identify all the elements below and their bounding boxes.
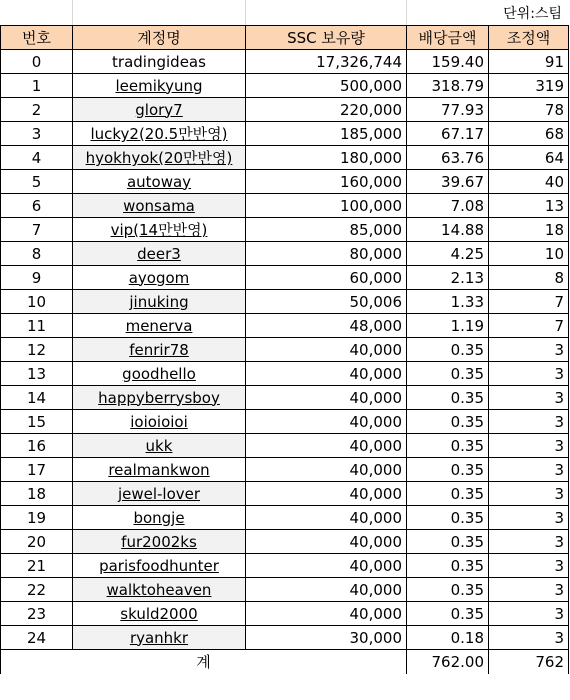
cell-ssc: 17,326,744	[246, 50, 407, 74]
account-link[interactable]: ukk	[145, 436, 173, 455]
table-row	[1, 266, 569, 290]
header-no: 번호	[1, 26, 73, 50]
cell-no: 18	[1, 482, 73, 506]
cell-ssc: 60,000	[246, 266, 407, 290]
cell-account	[73, 602, 246, 626]
cell-ssc: 40,000	[246, 458, 407, 482]
cell-adjusted: 10	[489, 242, 569, 266]
total-dividend: 762.00	[407, 650, 489, 674]
cell-ssc: 48,000	[246, 314, 407, 338]
table-row	[1, 602, 569, 626]
cell-no: 1	[1, 74, 73, 98]
cell-account	[73, 554, 246, 578]
cell-dividend: 63.76	[407, 146, 489, 170]
cell-no: 11	[1, 314, 73, 338]
cell-account	[73, 434, 246, 458]
cell-adjusted: 3	[489, 434, 569, 458]
cell-adjusted: 3	[489, 338, 569, 362]
account-link[interactable]: leemikyung	[115, 76, 203, 95]
cell-account	[73, 506, 246, 530]
cell-dividend: 0.35	[407, 458, 489, 482]
account-link[interactable]: deer3	[137, 244, 181, 263]
cell-dividend: 77.93	[407, 98, 489, 122]
cell-dividend: 39.67	[407, 170, 489, 194]
cell-dividend: 0.35	[407, 554, 489, 578]
cell-account	[73, 170, 246, 194]
cell-ssc: 180,000	[246, 146, 407, 170]
cell-adjusted: 7	[489, 290, 569, 314]
account-link[interactable]: parisfoodhunter	[99, 556, 219, 575]
account-link[interactable]: autoway	[126, 172, 192, 191]
cell-ssc: 40,000	[246, 434, 407, 458]
cell-no: 8	[1, 242, 73, 266]
cell-dividend: 0.35	[407, 410, 489, 434]
cell-dividend: 159.40	[407, 50, 489, 74]
cell-account	[73, 482, 246, 506]
account-link[interactable]: happyberrysboy	[98, 388, 220, 407]
cell-ssc: 40,000	[246, 506, 407, 530]
header-account: 계정명	[73, 26, 246, 50]
cell-dividend: 318.79	[407, 74, 489, 98]
cell-ssc: 40,000	[246, 578, 407, 602]
table-row	[1, 362, 569, 386]
table-row	[1, 314, 569, 338]
account-link[interactable]: goodhello	[122, 364, 196, 383]
cell-adjusted: 3	[489, 482, 569, 506]
cell-no: 15	[1, 410, 73, 434]
cell-adjusted: 3	[489, 530, 569, 554]
cell-adjusted: 3	[489, 458, 569, 482]
gridline	[245, 0, 246, 25]
cell-no: 16	[1, 434, 73, 458]
cell-no: 2	[1, 98, 73, 122]
cell-no: 22	[1, 578, 73, 602]
cell-ssc: 80,000	[246, 242, 407, 266]
cell-account	[73, 266, 246, 290]
table-row	[1, 50, 569, 74]
cell-no: 13	[1, 362, 73, 386]
cell-no: 3	[1, 122, 73, 146]
cell-dividend: 0.35	[407, 482, 489, 506]
header-dividend: 배당금액	[407, 26, 489, 50]
cell-ssc: 40,000	[246, 410, 407, 434]
cell-ssc: 40,000	[246, 386, 407, 410]
cell-dividend: 0.35	[407, 434, 489, 458]
cell-account	[73, 218, 246, 242]
table-row	[1, 74, 569, 98]
cell-account	[73, 98, 246, 122]
total-row	[1, 650, 569, 674]
cell-adjusted: 3	[489, 506, 569, 530]
cell-ssc: 40,000	[246, 530, 407, 554]
cell-adjusted: 3	[489, 386, 569, 410]
table-row	[1, 98, 569, 122]
cell-adjusted: 3	[489, 362, 569, 386]
account-link[interactable]: ioioioioi	[130, 412, 188, 431]
gridline	[406, 0, 407, 25]
cell-dividend: 67.17	[407, 122, 489, 146]
cell-account	[73, 242, 246, 266]
account-link[interactable]: realmankwon	[108, 460, 210, 479]
cell-account	[73, 74, 246, 98]
cell-dividend: 2.13	[407, 266, 489, 290]
cell-account	[73, 578, 246, 602]
cell-no: 17	[1, 458, 73, 482]
table-row	[1, 218, 569, 242]
cell-account	[73, 338, 246, 362]
table-row	[1, 338, 569, 362]
cell-ssc: 220,000	[246, 98, 407, 122]
account-link[interactable]: vip(14만반영)	[110, 221, 208, 239]
cell-dividend: 1.19	[407, 314, 489, 338]
table-row	[1, 194, 569, 218]
cell-no: 24	[1, 626, 73, 650]
cell-ssc: 185,000	[246, 122, 407, 146]
cell-adjusted: 8	[489, 266, 569, 290]
cell-dividend: 1.33	[407, 290, 489, 314]
cell-account	[73, 122, 246, 146]
account-link[interactable]: hyokhyok(20만반영)	[85, 149, 233, 167]
cell-no: 21	[1, 554, 73, 578]
cell-adjusted: 319	[489, 74, 569, 98]
cell-dividend: 14.88	[407, 218, 489, 242]
cell-ssc: 100,000	[246, 194, 407, 218]
cell-account	[73, 458, 246, 482]
cell-dividend: 0.18	[407, 626, 489, 650]
cell-adjusted: 7	[489, 314, 569, 338]
cell-dividend: 0.35	[407, 386, 489, 410]
cell-no: 12	[1, 338, 73, 362]
cell-no: 14	[1, 386, 73, 410]
unit-row	[0, 0, 570, 25]
account-link[interactable]: walktoheaven	[106, 580, 212, 599]
table-row	[1, 578, 569, 602]
cell-no: 23	[1, 602, 73, 626]
cell-adjusted: 3	[489, 626, 569, 650]
cell-dividend: 0.35	[407, 506, 489, 530]
cell-account	[73, 530, 246, 554]
cell-account	[73, 386, 246, 410]
cell-adjusted: 3	[489, 578, 569, 602]
cell-adjusted: 18	[489, 218, 569, 242]
cell-ssc: 30,000	[246, 626, 407, 650]
cell-adjusted: 40	[489, 170, 569, 194]
table-row	[1, 554, 569, 578]
cell-dividend: 7.08	[407, 194, 489, 218]
account-link[interactable]: fur2002ks	[121, 532, 197, 551]
cell-ssc: 40,000	[246, 362, 407, 386]
cell-dividend: 0.35	[407, 578, 489, 602]
cell-ssc: 40,000	[246, 602, 407, 626]
account-link[interactable]: lucky2(20.5만반영)	[90, 125, 228, 143]
cell-dividend: 0.35	[407, 362, 489, 386]
table-row	[1, 482, 569, 506]
cell-ssc: 160,000	[246, 170, 407, 194]
cell-ssc: 40,000	[246, 338, 407, 362]
cell-no: 5	[1, 170, 73, 194]
cell-ssc: 40,000	[246, 554, 407, 578]
table-row	[1, 626, 569, 650]
table-row	[1, 458, 569, 482]
cell-no: 0	[1, 50, 73, 74]
header-adjusted: 조정액	[489, 26, 569, 50]
table-body	[1, 50, 569, 650]
cell-account	[73, 290, 246, 314]
table-row	[1, 410, 569, 434]
cell-adjusted: 3	[489, 410, 569, 434]
cell-dividend: 4.25	[407, 242, 489, 266]
cell-account	[73, 146, 246, 170]
account-link[interactable]: skuld2000	[120, 604, 198, 623]
account-link[interactable]: wonsama	[123, 196, 195, 215]
table-row	[1, 242, 569, 266]
cell-account	[73, 626, 246, 650]
cell-dividend: 0.35	[407, 530, 489, 554]
table-row	[1, 170, 569, 194]
cell-adjusted: 91	[489, 50, 569, 74]
cell-account	[73, 410, 246, 434]
account-link[interactable]: bongje	[133, 508, 185, 527]
cell-no: 9	[1, 266, 73, 290]
cell-adjusted: 68	[489, 122, 569, 146]
cell-account: tradingideas	[73, 50, 246, 74]
cell-account	[73, 194, 246, 218]
account-link[interactable]: jinuking	[129, 292, 189, 311]
total-label: 계	[1, 650, 407, 674]
cell-no: 4	[1, 146, 73, 170]
gridline	[72, 0, 73, 25]
account-link[interactable]: glory7	[135, 100, 183, 119]
cell-dividend: 0.35	[407, 338, 489, 362]
table-row	[1, 122, 569, 146]
account-link[interactable]: ryanhkr	[129, 628, 189, 647]
cell-adjusted: 13	[489, 194, 569, 218]
cell-account	[73, 314, 246, 338]
cell-account	[73, 362, 246, 386]
account-link[interactable]: menerva	[125, 316, 193, 335]
cell-ssc: 50,006	[246, 290, 407, 314]
total-adjusted: 762	[489, 650, 569, 674]
account-link[interactable]: fenrir78	[129, 340, 189, 359]
cell-adjusted: 3	[489, 602, 569, 626]
table-row	[1, 386, 569, 410]
account-link[interactable]: jewel-lover	[117, 484, 201, 503]
table-row	[1, 530, 569, 554]
table-row	[1, 146, 569, 170]
cell-no: 6	[1, 194, 73, 218]
cell-ssc: 500,000	[246, 74, 407, 98]
table-row	[1, 506, 569, 530]
table-row	[1, 290, 569, 314]
header-ssc: SSC 보유량	[246, 26, 407, 50]
cell-ssc: 85,000	[246, 218, 407, 242]
cell-no: 19	[1, 506, 73, 530]
cell-no: 7	[1, 218, 73, 242]
cell-adjusted: 78	[489, 98, 569, 122]
cell-adjusted: 3	[489, 554, 569, 578]
dividend-table	[0, 25, 569, 674]
cell-ssc: 40,000	[246, 482, 407, 506]
header-row	[1, 26, 569, 50]
table-row	[1, 434, 569, 458]
cell-no: 20	[1, 530, 73, 554]
cell-no: 10	[1, 290, 73, 314]
unit-label: 단위:스팀	[503, 6, 562, 22]
cell-adjusted: 64	[489, 146, 569, 170]
account-link[interactable]: ayogom	[128, 268, 190, 287]
cell-dividend: 0.35	[407, 602, 489, 626]
